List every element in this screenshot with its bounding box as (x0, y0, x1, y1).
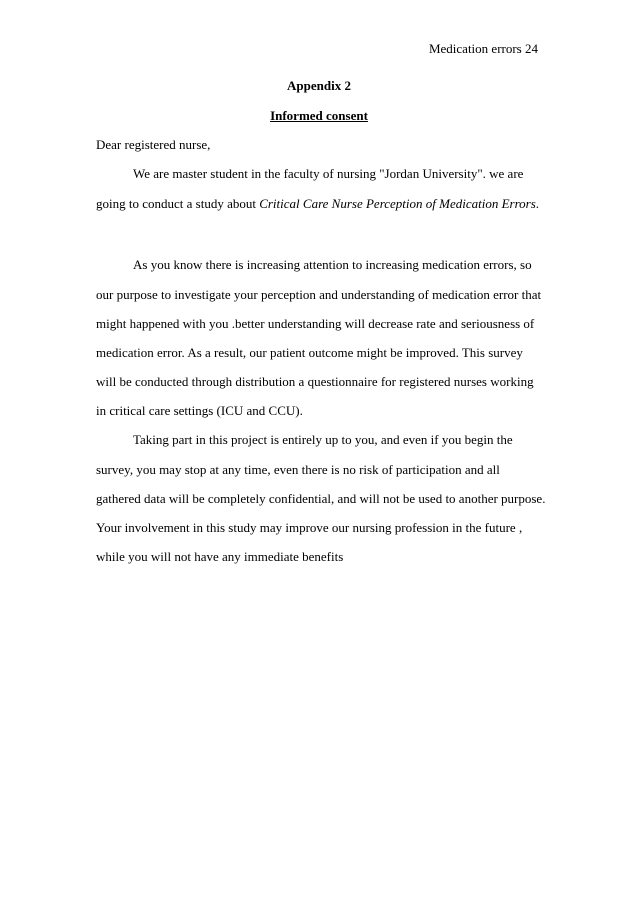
paragraph2-line2: our purpose to investigate your perception and understanding of medication error that (96, 287, 542, 302)
appendix-title: Appendix 2 (287, 78, 351, 93)
paragraph3-line5: while you will not have any immediate benefits (96, 549, 344, 564)
paragraph2-line5: will be conducted through distribution a questionnaire for registered nurses working (96, 374, 534, 389)
paragraph2-line6: in critical care settings (ICU and CCU). (96, 403, 303, 418)
study-title: Critical Care Nurse Perception of Medication Errors (259, 196, 536, 211)
paragraph3-line2: survey, you may stop at any time, even there is no risk of participation and all (96, 462, 500, 477)
paragraph2-line4: medication error. As a result, our patient outcome might be improved. This survey (96, 345, 523, 360)
paragraph1-line2-prefix: going to conduct a study about (96, 196, 256, 211)
paragraph3-line1: Taking part in this project is entirely up to you, and even if you begin the (133, 432, 513, 447)
paragraph3-line4: Your involvement in this study may improve our nursing profession in the future , (96, 520, 523, 535)
paragraph1-line2-suffix: . (535, 196, 540, 211)
paragraph3-line3: gathered data will be completely confidential, and will not be used to another purpose. (96, 491, 546, 506)
section-title: Informed consent (270, 108, 368, 123)
paragraph1-line1: We are master student in the faculty of nursing "Jordan University". we are (133, 166, 524, 181)
section-title-wrapper (0, 108, 638, 124)
paragraph2-line1: As you know there is increasing attention to increasing medication errors, so (133, 257, 532, 272)
running-head: Medication errors 24 (428, 41, 538, 56)
salutation: Dear registered nurse, (96, 137, 211, 152)
paragraph1-line2 (96, 196, 539, 212)
paragraph2-line3: might happened with you .better understanding will decrease rate and seriousness of (96, 316, 535, 331)
